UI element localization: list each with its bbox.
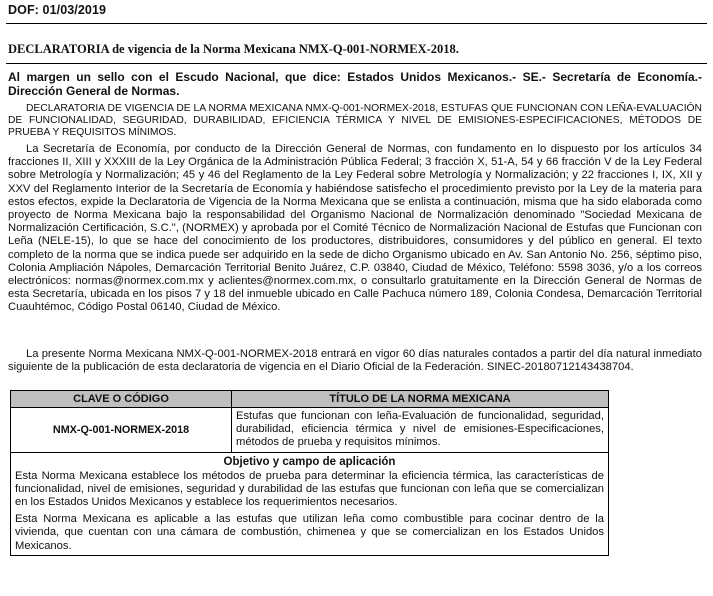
scope-cell (11, 452, 609, 555)
scope-paragraph-1: Esta Norma Mexicana establece los métodos de prueba para determinar la eficiencia térmica, las características de funcionalidad, nivel de emisiones, seguridad y durabilidad de las estufas que funcionan con leña que se comercializan en los Estados Unidos Mexicanos y establece los requerimientos necesarios. (15, 469, 604, 509)
margin-seal-note: Al margen un sello con el Escudo Nacional, que dice: Estados Unidos Mexicanos.- SE.- Secretaría de Economía.- Dirección General de Normas. (8, 70, 702, 98)
norm-code-cell: NMX-Q-001-NORMEX-2018 (11, 408, 232, 453)
norm-table (10, 390, 609, 556)
header-divider (6, 23, 707, 24)
title-divider (6, 63, 707, 64)
column-header-title: TÍTULO DE LA NORMA MEXICANA (232, 391, 609, 408)
body-paragraph-2: La presente Norma Mexicana NMX-Q-001-NORMEX-2018 entrará en vigor 60 días naturales contados a partir del día natural inmediato siguiente de la publicación de esta declaratoria de vigencia en el Diario Oficial de la Federación. SINEC-20180712143438704. (8, 348, 702, 374)
column-header-code: CLAVE O CÓDIGO (11, 391, 232, 408)
scope-row (11, 452, 609, 555)
scope-heading: Objetivo y campo de aplicación (223, 455, 396, 468)
intro-paragraph: DECLARATORIA DE VIGENCIA DE LA NORMA MEXICANA NMX-Q-001-NORMEX-2018, ESTUFAS QUE FUNCIONAN CON LEÑA-EVALUACIÓN DE FUNCIONALIDAD, SEGURIDAD, DURABILIDAD, EFICIENCIA TÉRMICA Y NIVEL DE EMISIONES-ESPECIFICACIONES, MÉTODOS DE PRUEBA Y REQUISITOS MÍNIMOS. (8, 103, 702, 138)
table-row (11, 408, 609, 453)
body-paragraph-1: La Secretaría de Economía, por conducto de la Dirección General de Normas, con fundamento en lo dispuesto por los artículos 34 fracciones II, XIII y XXXIII de la Ley Orgánica de la Administración Pública Federal; 3 fracción X, 51-A, 54 y 66 fracción V de la Ley Federal sobre Metrología y Normalización; 45 y 46 del Reglamento de la Ley Federal sobre Metrología y Normalización; y 22 fracciones I, IX, XII y XXV del Reglamento Interior de la Secretaría de Economía y habiéndose satisfecho el procedimiento previsto por la Ley de la materia para estos efectos, expide la Declaratoria de Vigencia de la Norma Mexicana que se enlista a continuación, misma que ha sido elaborada como proyecto de Norma Mexicana bajo la responsabilidad del Organismo Nacional de Normalización denominado "Sociedad Mexicana de Normalización Certificación, S.C.", (NORMEX) y aprobada por el Comité Técnico de Normalización Nacional de Estufas que Funcionan con Leña (NELE-15), lo que se hace del conocimiento de los productores, distribuidores, consumidores y del público en general. El texto completo de la norma que se indica puede ser adquirido en la sede de dicho Organismo ubicado en Av. San Antonio No. 256, séptimo piso, Colonia Ampliación Nápoles, Demarcación Territorial Benito Juárez, C.P. 03840, Ciudad de México, Teléfono: 5598 3036, y/o a los correos electrónicos: normas@normex.com.mx y aclientes@normex.com.mx, o consultarlo gratuitamente en la Dirección General de Normas de esta Secretaría, ubicada en los pisos 7 y 18 del inmueble ubicado en Calle Pachuca número 189, Colonia Condesa, Demarcación Territorial Cuauhtémoc, Código Postal 06140, Ciudad de México. (8, 143, 702, 314)
norm-title-cell: Estufas que funcionan con leña-Evaluación de funcionalidad, seguridad, durabilidad, eficiencia térmica y nivel de emisiones-Especificaciones, métodos de prueba y requisitos mínimos. (232, 408, 609, 453)
table-header-row (11, 391, 609, 408)
scope-paragraph-2: Esta Norma Mexicana es aplicable a las estufas que utilizan leña como combustible para cocinar dentro de la vivienda, que cuentan con una cámara de combustión, chimenea y que se comercializan en los Estados Unidos Mexicanos. (15, 513, 604, 552)
declaratoria-title: DECLARATORIA de vigencia de la Norma Mexicana NMX-Q-001-NORMEX-2018. (8, 42, 459, 56)
dof-date-header: DOF: 01/03/2019 (8, 3, 107, 17)
